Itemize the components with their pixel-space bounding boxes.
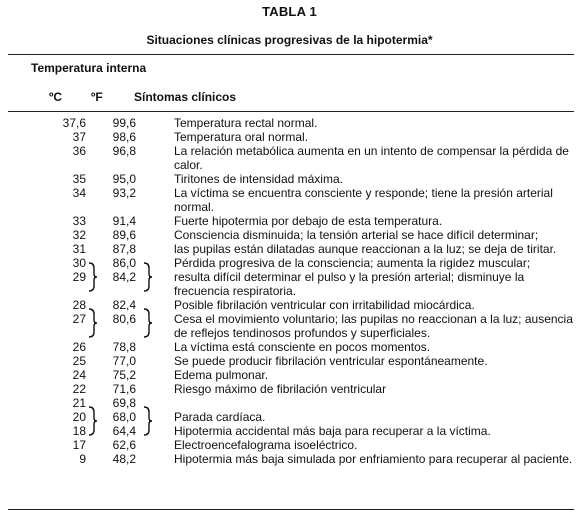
symptom-cell: Temperatura rectal normal. bbox=[174, 116, 318, 130]
table-row bbox=[0, 116, 579, 130]
top-rule bbox=[8, 54, 574, 55]
fahrenheit-cell: 98,6 bbox=[112, 130, 136, 144]
brace-icon bbox=[143, 308, 153, 341]
symptom-cell: Hipotermia accidental más baja para recuperar a la víctima. bbox=[174, 424, 491, 438]
symptom-cell: Consciencia disminuida; la tensión arterial se hace difícil determinar; bbox=[174, 228, 539, 242]
fahrenheit-cell: 91,4 bbox=[112, 214, 136, 228]
symptom-cell: Pérdida progresiva de la consciencia; aumenta la rigidez muscular; bbox=[174, 256, 531, 270]
symptom-cell: Edema pulmonar. bbox=[174, 368, 269, 382]
brace-icon bbox=[88, 262, 98, 294]
table-row bbox=[0, 172, 579, 186]
celsius-cell: 33 bbox=[72, 214, 86, 228]
fahrenheit-cell: 89,6 bbox=[112, 228, 136, 242]
celsius-cell: 37 bbox=[72, 130, 86, 144]
table-row bbox=[0, 354, 579, 368]
table-row bbox=[0, 424, 579, 438]
symptom-cell: Posible fibrilación ventricular con irritabilidad miocárdica. bbox=[174, 298, 475, 312]
celsius-cell: 36 bbox=[72, 144, 86, 158]
table-row bbox=[0, 312, 579, 340]
celsius-cell: 37,6 bbox=[62, 116, 86, 130]
celsius-cell: 24 bbox=[72, 368, 86, 382]
table-row bbox=[0, 228, 579, 242]
fahrenheit-header: ºF bbox=[91, 90, 103, 104]
fahrenheit-cell: 80,6 bbox=[112, 312, 136, 326]
table-row bbox=[0, 214, 579, 228]
bottom-rule bbox=[8, 509, 574, 510]
table-row bbox=[0, 242, 579, 256]
symptom-cell: La víctima se encuentra consciente y responde; tiene la presión arterial normal. bbox=[174, 186, 553, 214]
celsius-cell: 31 bbox=[72, 242, 86, 256]
fahrenheit-cell: 84,2 bbox=[112, 270, 136, 284]
celsius-cell: 22 bbox=[72, 382, 86, 396]
fahrenheit-cell: 75,2 bbox=[112, 368, 136, 382]
table-row bbox=[0, 410, 579, 424]
table-row bbox=[0, 144, 579, 172]
celsius-header: ºC bbox=[49, 90, 63, 104]
celsius-cell: 26 bbox=[72, 340, 86, 354]
celsius-cell: 34 bbox=[72, 186, 86, 200]
celsius-cell: 35 bbox=[72, 172, 86, 186]
header-rule bbox=[8, 111, 574, 112]
table-row bbox=[0, 438, 579, 452]
celsius-cell: 29 bbox=[72, 270, 86, 284]
symptom-cell: Tiritones de intensidad máxima. bbox=[174, 172, 343, 186]
symptom-cell: La víctima está consciente en pocos momentos. bbox=[174, 340, 431, 354]
celsius-cell: 20 bbox=[72, 410, 86, 424]
symptom-cell: Hipotermia más baja simulada por enfriamiento para recuperar al paciente. bbox=[174, 452, 573, 466]
fahrenheit-cell: 87,8 bbox=[112, 242, 136, 256]
celsius-cell: 30 bbox=[72, 256, 86, 270]
symptom-cell: Riesgo máximo de fibrilación ventricular bbox=[174, 382, 387, 396]
celsius-cell: 25 bbox=[72, 354, 86, 368]
celsius-cell: 18 bbox=[72, 424, 86, 438]
symptom-cell: Parada cardíaca. bbox=[174, 410, 266, 424]
symptom-cell: Cesa el movimiento voluntario; las pupilas no reaccionan a la luz; ausencia de reflejos tendinosos profundos y superficiales. bbox=[174, 312, 573, 340]
table-row bbox=[0, 396, 579, 410]
table-body bbox=[0, 116, 579, 466]
table-row bbox=[0, 270, 579, 298]
table-title: TABLA 1 bbox=[262, 4, 317, 19]
table-row bbox=[0, 256, 579, 270]
fahrenheit-cell: 69,8 bbox=[112, 396, 136, 410]
symptom-cell: las pupilas están dilatadas aunque reaccionan a la luz; se deja de tiritar. bbox=[174, 242, 557, 256]
fahrenheit-cell: 77,0 bbox=[112, 354, 136, 368]
symptom-cell: Se puede producir fibrilación ventricular espontáneamente. bbox=[174, 354, 488, 368]
table-row bbox=[0, 130, 579, 144]
symptom-cell: Temperatura oral normal. bbox=[174, 130, 309, 144]
brace-icon bbox=[88, 308, 98, 341]
fahrenheit-cell: 71,6 bbox=[112, 382, 136, 396]
table-row bbox=[0, 186, 579, 214]
table-row bbox=[0, 340, 579, 354]
fahrenheit-cell: 78,8 bbox=[112, 340, 136, 354]
fahrenheit-cell: 62,6 bbox=[112, 438, 136, 452]
fahrenheit-cell: 64,4 bbox=[112, 424, 136, 438]
celsius-cell: 27 bbox=[72, 312, 86, 326]
symptom-cell: resulta difícil determinar el pulso y la presión arterial; disminuye la frecuencia respiratoria. bbox=[174, 270, 525, 298]
celsius-cell: 32 bbox=[72, 228, 86, 242]
fahrenheit-cell: 93,2 bbox=[112, 186, 136, 200]
symptom-cell: Fuerte hipotermia por debajo de esta temperatura. bbox=[174, 214, 443, 228]
fahrenheit-cell: 48,2 bbox=[112, 452, 136, 466]
fahrenheit-cell: 86,0 bbox=[112, 256, 136, 270]
temperature-group-header: Temperatura interna bbox=[31, 61, 147, 75]
brace-icon bbox=[88, 406, 98, 439]
table-row bbox=[0, 452, 579, 466]
brace-icon bbox=[143, 262, 153, 294]
fahrenheit-cell: 96,8 bbox=[112, 144, 136, 158]
fahrenheit-cell: 82,4 bbox=[112, 298, 136, 312]
table-row bbox=[0, 382, 579, 396]
fahrenheit-cell: 99,6 bbox=[112, 116, 136, 130]
table-row bbox=[0, 368, 579, 382]
symptoms-header: Síntomas clínicos bbox=[134, 90, 237, 104]
celsius-cell: 21 bbox=[72, 396, 86, 410]
symptom-cell: Electroencefalograma isoeléctrico. bbox=[174, 438, 358, 452]
table-row bbox=[0, 298, 579, 312]
fahrenheit-cell: 68,0 bbox=[112, 410, 136, 424]
symptom-cell: La relación metabólica aumenta en un intento de compensar la pérdida de calor. bbox=[174, 144, 569, 172]
fahrenheit-cell: 95,0 bbox=[112, 172, 136, 186]
table-subtitle: Situaciones clínicas progresivas de la hipotermia* bbox=[146, 33, 433, 47]
brace-icon bbox=[143, 406, 153, 439]
celsius-cell: 9 bbox=[79, 452, 86, 466]
celsius-cell: 28 bbox=[72, 298, 86, 312]
celsius-cell: 17 bbox=[72, 438, 86, 452]
